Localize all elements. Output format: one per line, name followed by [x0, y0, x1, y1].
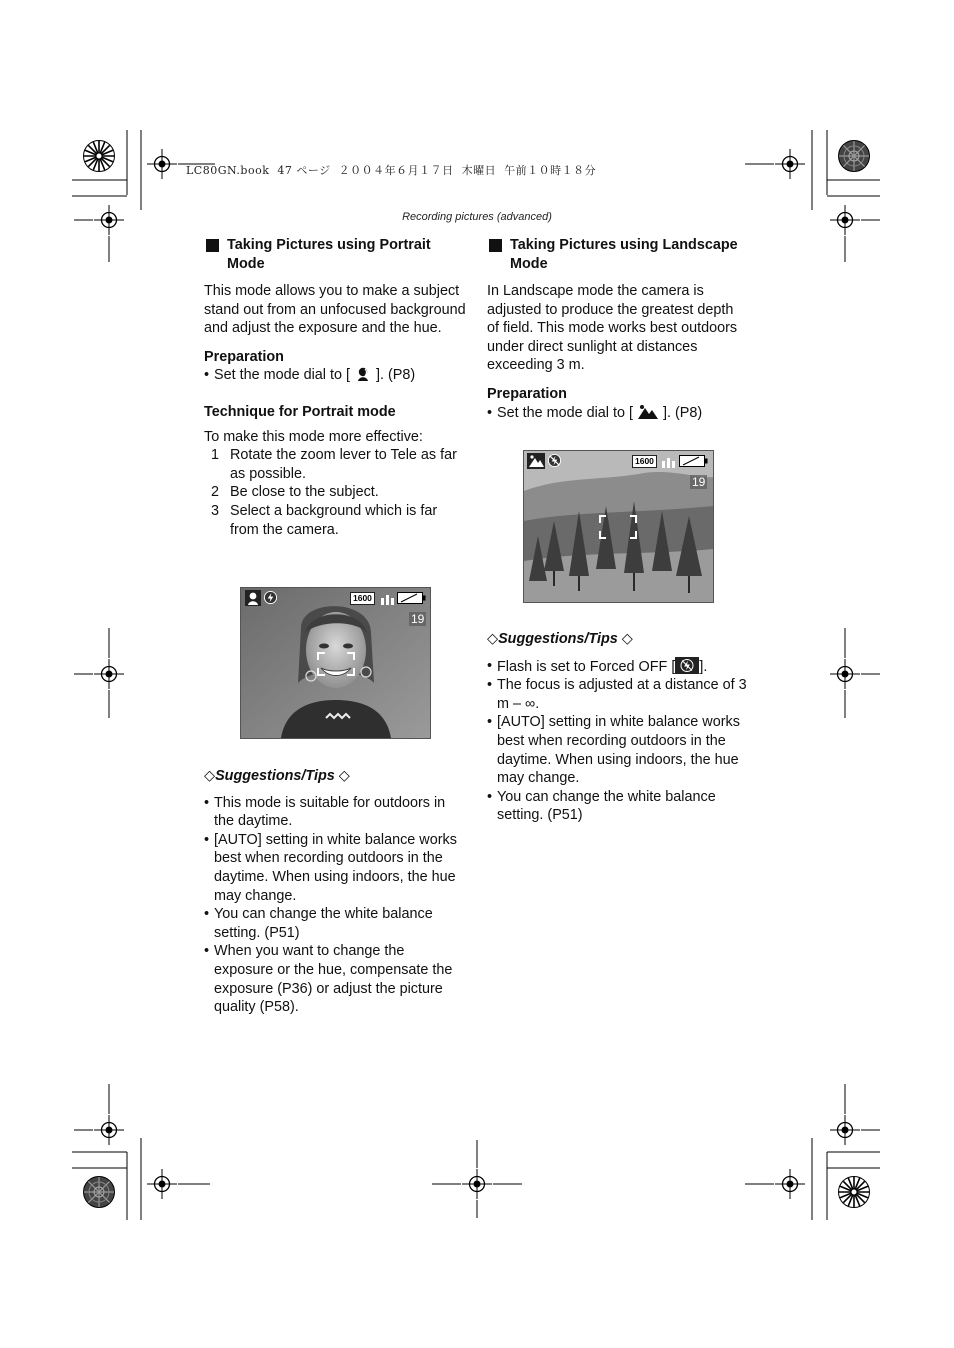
diamond-icon: ◇ — [338, 768, 350, 784]
picture-size-icon — [661, 455, 677, 468]
portrait-preparation-heading: Preparation — [204, 348, 284, 365]
portrait-technique-list — [204, 446, 466, 539]
iso-badge: 1600 — [632, 455, 657, 468]
list-item: • When you want to change the exposure or the hue, compensate the exposure (P36) or adjust the picture quality (P58). — [204, 942, 466, 1016]
list-item: 1 Rotate the zoom lever to Tele as far as possible. — [211, 447, 457, 482]
list-item: • You can change the white balance setting. (P51) — [487, 788, 749, 825]
list-item: • This mode is suitable for outdoors in the daytime. — [204, 794, 466, 831]
diamond-icon: ◇ — [487, 631, 499, 647]
list-item: • You can change the white balance setting. (P51) — [204, 905, 466, 942]
landscape-lcd-screenshot — [523, 450, 714, 603]
portrait-tips-heading: ◇Suggestions/Tips ◇ — [204, 768, 350, 784]
landscape-preparation-heading: Preparation — [487, 385, 567, 402]
picture-size-icon — [380, 592, 396, 605]
lcd-status-bar — [524, 451, 713, 471]
landscape-section-title: Taking Pictures using Landscape Mode — [487, 236, 749, 274]
diamond-icon: ◇ — [621, 631, 633, 647]
list-item: • Flash is set to Forced OFF [ ]. — [487, 657, 749, 677]
landscape-mode-icon — [527, 453, 545, 469]
battery-icon — [397, 592, 426, 604]
portrait-lcd-screenshot — [240, 587, 431, 739]
battery-icon — [679, 455, 708, 467]
portrait-intro: This mode allows you to make a subject stand out from an unfocused background and adjust the exposure and the hue. — [204, 283, 466, 337]
list-item: 3 Select a background which is far from the camera. — [211, 502, 438, 538]
landscape-intro: In Landscape mode the camera is adjusted to produce the greatest depth of field. This mode works best outdoors under direct sunlight at distances exceeding 3 m. — [487, 283, 738, 374]
portrait-mode-icon — [245, 590, 261, 606]
list-item: 2 Be close to the subject. — [211, 484, 379, 501]
flash-off-icon — [675, 657, 699, 674]
portrait-section-title: Taking Pictures using Portrait Mode — [204, 236, 466, 274]
iso-badge: 1600 — [350, 592, 375, 605]
flash-auto-icon — [263, 590, 278, 605]
lcd-status-bar — [241, 588, 430, 608]
diamond-icon: ◇ — [204, 768, 216, 784]
list-item: • The focus is adjusted at a distance of 3 m – ∞. — [487, 676, 749, 713]
flash-off-icon — [547, 453, 562, 468]
landscape-section — [487, 236, 749, 422]
portrait-technique-heading: Technique for Portrait mode — [204, 403, 396, 420]
print-slug: LC80GN.book 47 ページ ２００４年６月１７日 木曜日 午前１０時１８分 — [186, 164, 597, 177]
landscape-mode-icon — [637, 404, 659, 420]
section-bullet-icon — [206, 239, 219, 252]
portrait-section — [204, 236, 466, 539]
portrait-technique-intro: To make this mode more effective: — [204, 428, 423, 445]
portrait-preparation-step: • Set the mode dial to [ ]. (P8) — [204, 366, 466, 385]
list-item: • [AUTO] setting in white balance works best when recording outdoors in the daytime. When using indoors, the hue may change. — [204, 831, 466, 905]
shots-remaining: 19 — [411, 612, 425, 626]
landscape-tips — [487, 630, 749, 825]
landscape-photo — [524, 451, 713, 602]
list-item: • [AUTO] setting in white balance works best when recording outdoors in the daytime. When using indoors, the hue may change. — [487, 713, 749, 787]
portrait-tips — [204, 767, 466, 1017]
portrait-mode-icon — [354, 366, 372, 382]
shots-remaining: 19 — [692, 475, 706, 489]
landscape-preparation-step: • Set the mode dial to [ ]. (P8) — [487, 404, 749, 423]
section-bullet-icon — [489, 239, 502, 252]
landscape-tips-heading: ◇Suggestions/Tips ◇ — [487, 631, 633, 647]
running-head: Recording pictures (advanced) — [402, 211, 552, 223]
portrait-photo — [241, 588, 430, 738]
